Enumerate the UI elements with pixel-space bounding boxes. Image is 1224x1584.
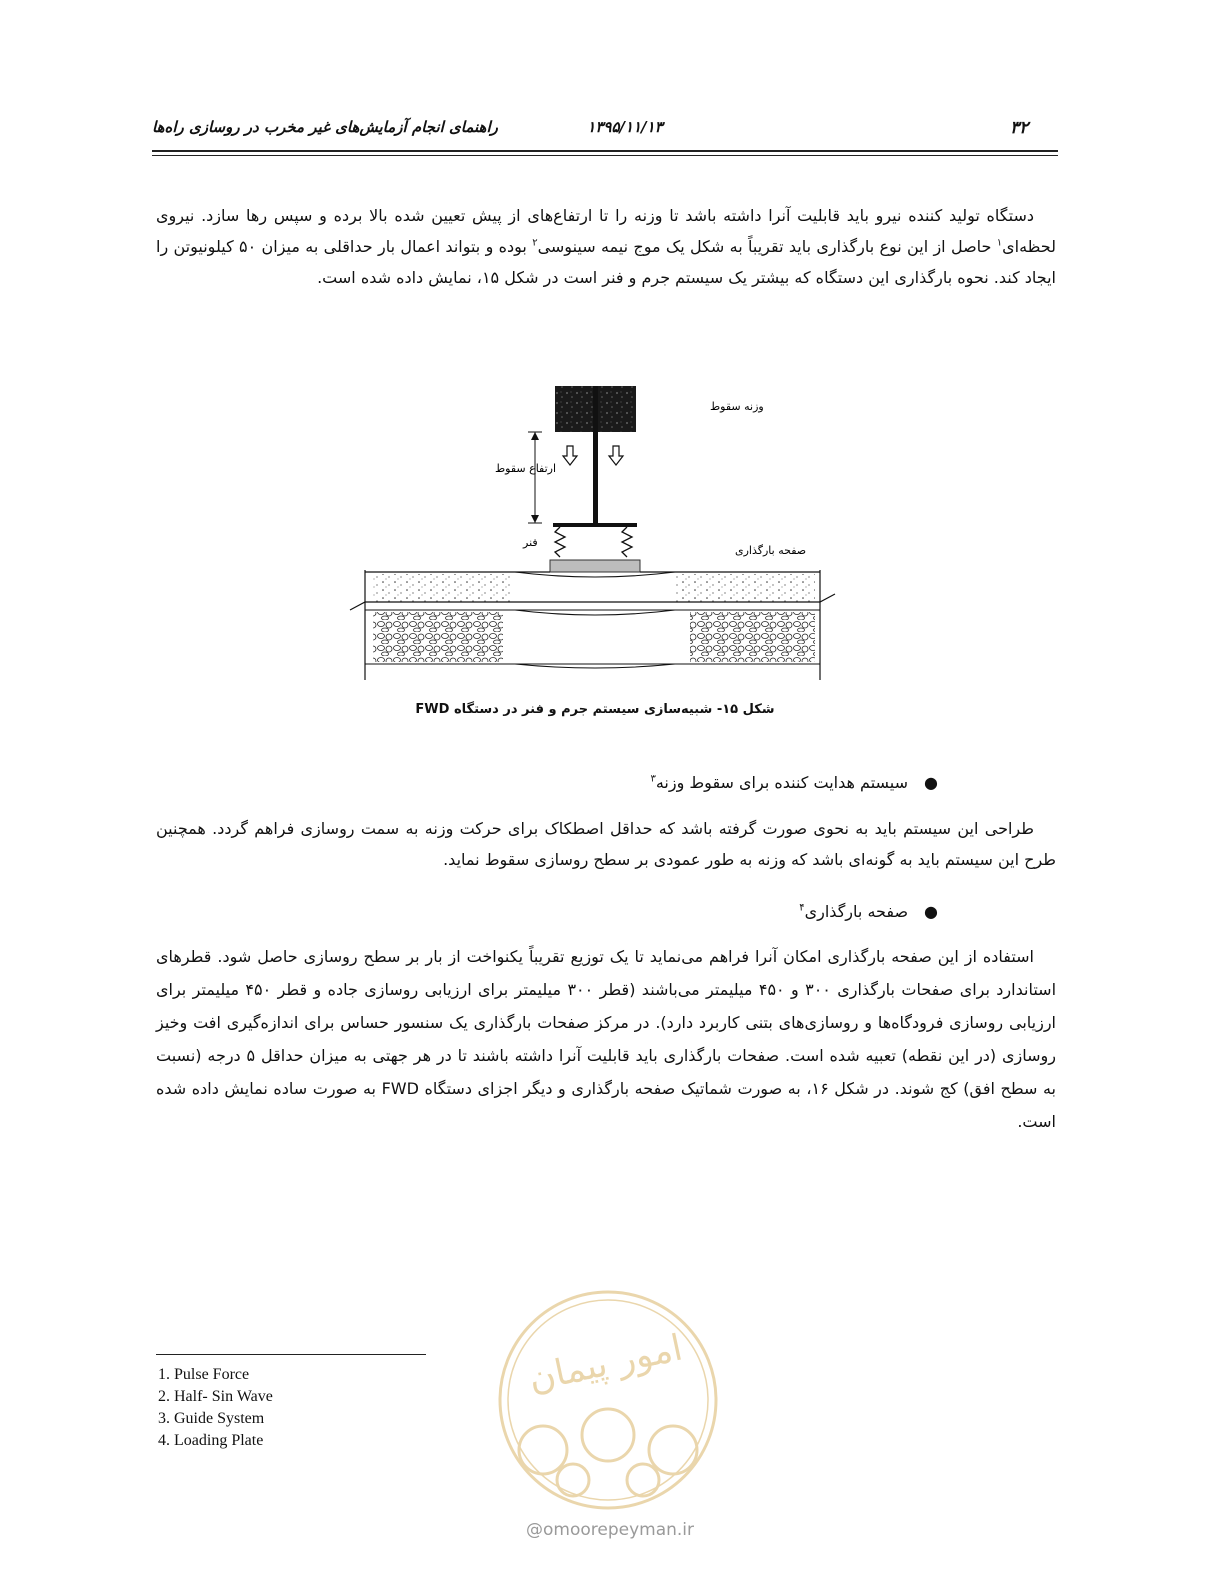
figure-caption: شکل ۱۵- شبیه‌سازی سیستم جرم و فنر در دستگاه FWD — [415, 702, 775, 717]
spring-left-icon — [555, 527, 565, 557]
label-loading-plate: صفحه بارگذاری — [735, 544, 807, 557]
seal-text: امور پیمان — [525, 1327, 687, 1401]
paragraph-intro: دستگاه تولید کننده نیرو باید قابلیت آنرا داشته باشد تا وزنه را تا ارتفاع‌های از پیش تعیین شده بالا برده و سپس رها سازد. نیروی لحظه‌ای$^۱$ حاصل از این نوع بارگذاری باید تقریباً به شکل یک موج نیمه سینوسی$^۲$ بوده و بتواند اعمال بار حداقلی به میزان ۵۰ کیلونیوتن را ایجاد کند. نحوه بارگذاری این دستگاه که بیشتر یک سیستم جرم و فنر است در شکل ۱۵، نمایش داده شده است. — [156, 206, 1056, 287]
bullet-dot-icon: ● — [924, 773, 938, 792]
header-rule — [152, 150, 1058, 152]
header-rule-thin — [152, 155, 1058, 156]
watermark-site: @omoorepeyman.ir — [525, 1520, 695, 1540]
footnote-ref-1: ۱ — [996, 237, 1003, 249]
bullet-loading-plate: ●صفحه بارگذاری$^۴$ — [156, 897, 1056, 927]
bullet-guide-system: ●سیستم هدایت کننده برای سقوط وزنه$^۳$ — [156, 768, 1056, 798]
paragraph-guide-system: طراحی این سیستم باید به نحوی صورت گرفته باشد که حداقل اصطکاک برای حرکت وزنه به سمت روسازی فراهم گردد. همچنین طرح این سیستم باید به گونه‌ای باشد که وزنه به طور عمودی بر سطح روسازی سقوط نماید. — [156, 819, 1056, 869]
footnote-rule — [156, 1354, 426, 1355]
site-icon: @ — [525, 1520, 543, 1540]
header-date: ۱۳۹۵/۱۱/۱۳ — [587, 118, 663, 136]
bullet-dot-icon: ● — [924, 902, 938, 921]
spring-crossbar — [553, 523, 637, 527]
label-drop-height: ارتفاع سقوط — [495, 462, 557, 475]
watermark-seal-logo — [488, 1285, 728, 1515]
footnote-3: 3. Guide System — [158, 1410, 265, 1427]
weight-block-left — [555, 386, 595, 432]
spring-right-icon — [622, 527, 632, 557]
page-number: ۳۲ — [1010, 118, 1029, 138]
footnote-ref-2: ۲ — [532, 237, 538, 249]
loading-plate — [550, 560, 640, 572]
label-spring: فنر — [523, 536, 538, 549]
paragraph-loading-plate: استفاده از این صفحه بارگذاری امکان آنرا فراهم می‌نماید تا یک توزیع تقریباً یکنواخت از بار بر سطح روسازی حاصل شود. قطرهای استاندارد برای صفحات بارگذاری ۳۰۰ و ۴۵۰ میلیمتر می‌باشند (قطر ۳۰۰ میلیمتر برای ارزیابی روسازی جاده و قطر ۴۵۰ میلیمتر برای ارزیابی روسازی فرودگاه‌ها و روسازی‌های بتنی کاربرد دارد). در مرکز صفحات بارگذاری یک سنسور حساس برای اندازه‌گیری افت وخیز روسازی (در این نقطه) تعبیه شده است. صفحات بارگذاری باید قابلیت آنرا داشته باشند تا در هر جهتی به میزان حداقل ۵ درجه (نسبت به سطح افق) کج شوند. در شکل ۱۶، به صورت شماتیک صفحه بارگذاری و دیگر اجزای دستگاه FWD به صورت ساده نمایش داده شده است. — [156, 947, 1057, 1131]
footnote-ref-3: ۳ — [650, 773, 656, 785]
footnote-4: 4. Loading Plate — [158, 1432, 264, 1449]
footnotes — [158, 1364, 273, 1452]
footnote-2: 2. Half- Sin Wave — [158, 1388, 273, 1405]
label-falling-weight: وزنه سقوط — [710, 400, 764, 413]
footnote-ref-4: ۴ — [799, 902, 805, 914]
weight-block-right — [598, 386, 636, 432]
header-title: راهنمای انجام آزمایش‌های غیر مخرب در روسازی راه‌ها — [152, 118, 498, 136]
footnote-1: 1. Pulse Force — [158, 1366, 250, 1383]
fwd-schematic-figure — [345, 380, 845, 680]
guide-shaft — [593, 386, 598, 526]
